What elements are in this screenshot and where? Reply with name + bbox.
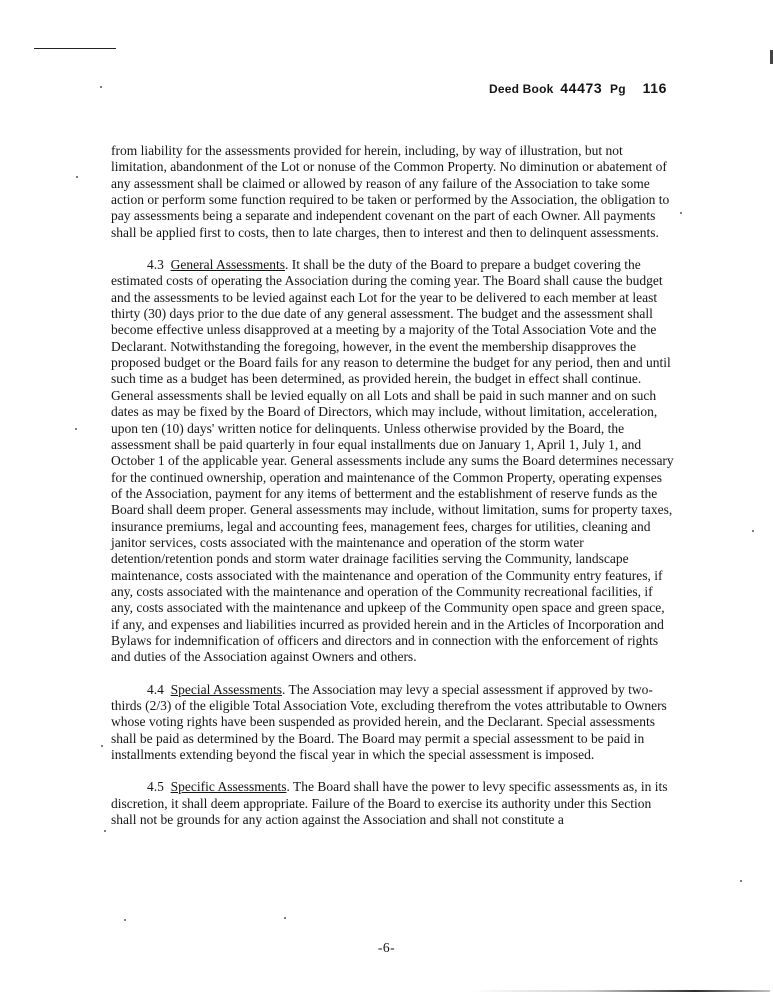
scan-speck xyxy=(101,745,103,747)
section-number: 4.4 xyxy=(147,681,164,697)
top-left-rule xyxy=(34,48,116,49)
deed-book-number: 44473 xyxy=(560,80,603,96)
paragraph-continuation xyxy=(111,143,675,241)
section-title-period: . xyxy=(286,779,290,795)
scan-speck xyxy=(124,919,126,921)
document-body xyxy=(111,143,675,828)
scan-speck xyxy=(740,880,742,882)
paragraph-text: The Association may levy a special assessment if approved by two-thirds (2/3) of the eligible Total Association Vote, excluding therefrom the votes attributable to Owners whose voting rights have been suspended as provided herein, and the Declarant. Special assessments shall be paid as determined by the Board. The Board may permit a special assessment to be paid in installments extending beyond the fiscal year in which the special assessment is imposed. xyxy=(111,681,667,763)
scan-speck xyxy=(100,86,102,88)
scan-speck xyxy=(75,428,77,430)
scan-speck xyxy=(76,176,78,178)
section-title-period: . xyxy=(282,681,286,697)
deed-book-label: Deed Book xyxy=(489,82,554,96)
page-label: Pg xyxy=(610,82,626,96)
section-number: 4.3 xyxy=(147,257,164,273)
scan-speck xyxy=(284,917,286,919)
paragraph-text: from liability for the assessments provided for herein, including, by way of illustration, but not limitation, abandonment of the Lot or nonuse of the Common Property. No diminution or abatement of any assessment shall be claimed or allowed by reason of any failure of the Association to take some action or perform some function required to be taken or performed by the Association, the obligation to pay assessments being a separate and independent covenant on the part of each Owner. All payments shall be applied first to costs, then to late charges, then to interest and then to delinquent assessments. xyxy=(111,143,670,240)
page-footer-number: -6- xyxy=(377,940,396,955)
section-4-3 xyxy=(111,257,675,666)
scan-speck xyxy=(752,530,754,532)
section-4-5 xyxy=(111,779,675,828)
section-title: Special Assessments xyxy=(170,681,282,697)
scan-speck xyxy=(104,830,106,832)
paragraph-text: The Board shall have the power to levy specific assessments as, in its discretion, it shall deem appropriate. Failure of the Board to exercise its authority under this Section shall not be grounds for any action against the Association and shall not constitute a xyxy=(111,779,668,828)
deed-page-number: 116 xyxy=(642,80,667,96)
section-title-period: . xyxy=(284,257,289,273)
paragraph-text: It shall be the duty of the Board to prepare a budget covering the estimated costs of operating the Association during the coming year. The Board shall cause the budget and the assessments to be levied against each Lot for the year to be delivered to each member at least thirty (30) days prior to the due date of any general assessment. The budget and the assessment shall become effective unless disapproved at a meeting by a majority of the Total Association Vote and the Declarant. Notwithstanding the foregoing, however, in the event the membership disapproves the proposed budget or the Board fails for any reason to determine the budget for any period, then and until such time as a budget has been determined, as provided herein, the budget in effect shall continue. General assessments shall be levied equally on all Lots and shall be paid in such manner and on such dates as may be fixed by the Board of Directors, which may include, without limitation, acceleration, upon ten (10) days' written notice for delinquents. Unless otherwise provided by the Board, the assessment shall be paid quarterly in four equal installments due on January 1, April 1, July 1, and October 1 of the applicable year. General assessments include any sums the Board determines necessary for the continued ownership, operation and maintenance of the Common Property, operating expenses of the Association, payment for any items of betterment and the establishment of reserve funds as the Board shall deem proper. General assessments may include, without limitation, sums for property taxes, insurance premiums, legal and accounting fees, management fees, charges for utilities, cleaning and janitor services, costs associated with the maintenance and operation of the storm water detention/retention ponds and storm water drainage facilities serving the Community, landscape maintenance, costs associated with the maintenance and operation of the Community entry features, if any, costs associated with the maintenance and operation of the Community recreational facilities, if any, costs associated with the maintenance and upkeep of the Community open space and green space, if any, and expenses and liabilities incurred as provided herein and in the Articles of Incorporation and Bylaws for indemnification of officers and directors and in connection with the enforcement of rights and duties of the Association against Owners and others. xyxy=(111,257,674,665)
section-number: 4.5 xyxy=(147,779,164,795)
section-4-4 xyxy=(111,682,675,764)
section-title: Specific Assessments xyxy=(170,779,287,795)
deed-book-header xyxy=(489,80,689,96)
section-title: General Assessments xyxy=(170,257,285,273)
scan-speck xyxy=(680,212,682,214)
scan-edge-artifact xyxy=(470,990,770,992)
